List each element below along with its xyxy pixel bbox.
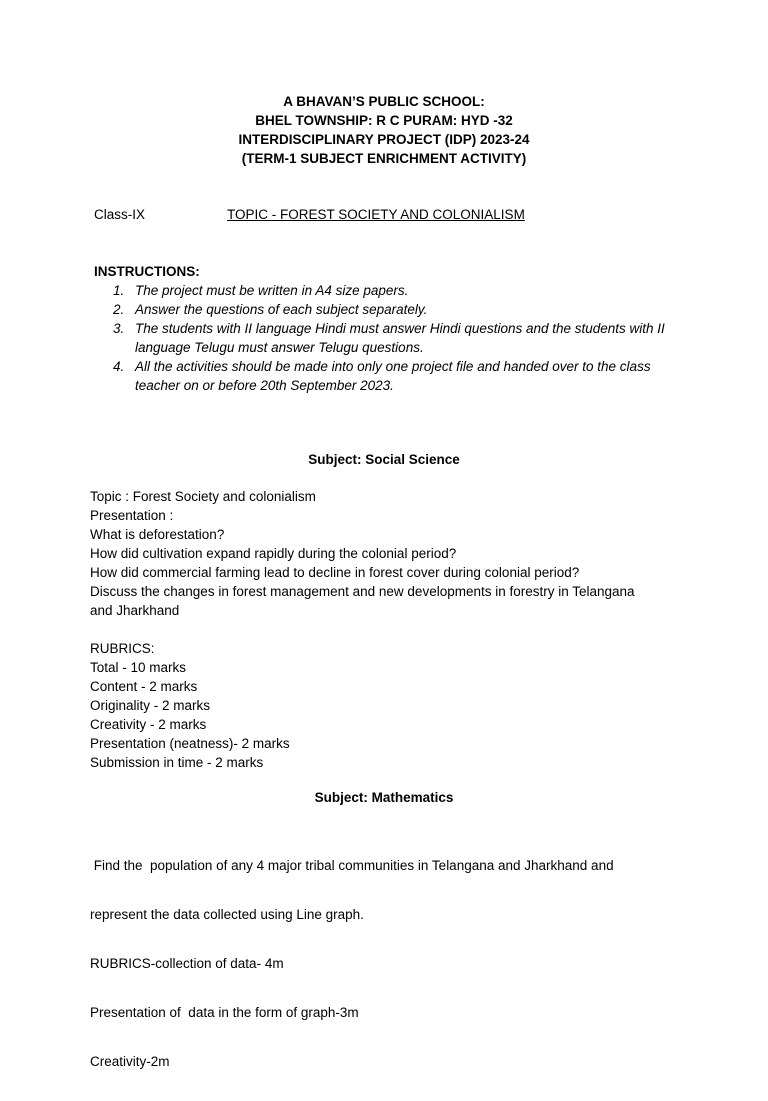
rubric-line: RUBRICS-collection of data- 4m [90, 956, 284, 971]
instruction-item [94, 300, 694, 319]
social-science-section [90, 487, 690, 772]
text-line: Presentation : [90, 508, 174, 523]
rubric-line: Originality - 2 marks [90, 698, 211, 713]
text-line: How did cultivation expand rapidly during the colonial period? [90, 546, 457, 561]
project-title: INTERDISCIPLINARY PROJECT (IDP) 2023-24 [238, 132, 530, 147]
project-subtitle: (TERM-1 SUBJECT ENRICHMENT ACTIVITY) [241, 151, 527, 166]
rubric-line: Content - 2 marks [90, 679, 198, 694]
topic-label: TOPIC - FOREST SOCIETY AND COLONIALISM [227, 207, 525, 222]
school-address: BHEL TOWNSHIP: R C PURAM: HYD -32 [255, 113, 513, 128]
instruction-number: 3. [113, 321, 125, 336]
text-line: and Jharkhand [90, 603, 180, 618]
text-line: Discuss the changes in forest management and new developments in forestry in Telangana [90, 584, 635, 599]
text-line: Topic : Forest Society and colonialism [90, 489, 316, 504]
instruction-number: 4. [113, 359, 125, 374]
rubric-line: Submission in time - 2 marks [90, 755, 264, 770]
rubric-line: Creativity-2m [90, 1054, 170, 1069]
instruction-text: The project must be written in A4 size papers. [135, 283, 409, 298]
text-line: How did commercial farming lead to decline in forest cover during colonial period? [90, 565, 580, 580]
class-label: Class-IX [94, 207, 146, 222]
school-name: A BHAVAN’S PUBLIC SCHOOL: [283, 94, 485, 109]
instruction-number: 2. [113, 302, 125, 317]
instructions-list [94, 281, 694, 395]
instruction-number: 1. [113, 283, 125, 298]
rubric-line: Creativity - 2 marks [90, 717, 207, 732]
instruction-item [94, 319, 694, 357]
text-line: represent the data collected using Line graph. [90, 907, 364, 922]
mathematics-section [90, 826, 690, 1101]
instruction-text: Answer the questions of each subject separately. [135, 302, 428, 317]
instructions-title: INSTRUCTIONS: [94, 264, 200, 279]
instruction-item [94, 281, 694, 300]
social-science-heading: Subject: Social Science [308, 452, 460, 467]
instruction-item [94, 357, 694, 395]
rubric-line: Presentation of data in the form of graph-3m [90, 1005, 359, 1020]
document-header [0, 92, 768, 168]
mathematics-heading: Subject: Mathematics [314, 790, 454, 805]
instruction-text: The students with II language Hindi must answer Hindi questions and the students with II language Telugu must answer Telugu questions. [135, 321, 665, 355]
rubric-line: Presentation (neatness)- 2 marks [90, 736, 290, 751]
text-line: Find the population of any 4 major tribal communities in Telangana and Jharkhand and [90, 858, 614, 873]
instruction-text: All the activities should be made into only one project file and handed over to the class teacher on or before 20th September 2023. [135, 359, 651, 393]
rubrics-title: RUBRICS: [90, 641, 155, 656]
instructions-section [94, 262, 694, 395]
blank-line [90, 620, 690, 639]
text-line: What is deforestation? [90, 527, 225, 542]
rubric-line: Total - 10 marks [90, 660, 187, 675]
